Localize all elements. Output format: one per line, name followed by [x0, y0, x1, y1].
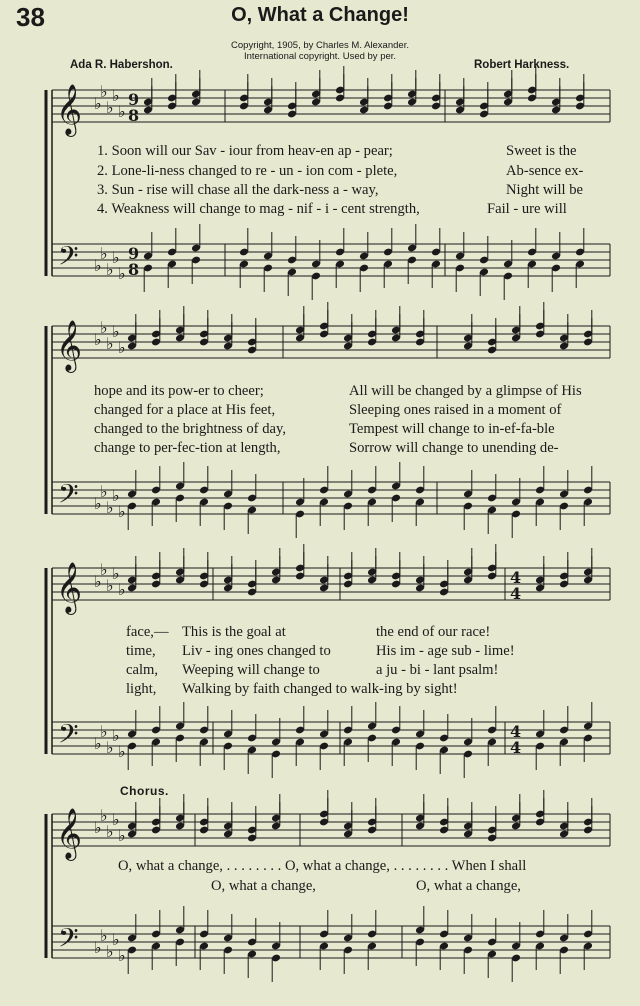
verse-1-line-2b: All will be changed by a glimpse of His — [349, 383, 582, 399]
verse-3-line-2a: changed to the brightness of day, — [94, 421, 286, 437]
time-signature-top: 9 — [128, 244, 140, 263]
composer-credit: Robert Harkness. — [474, 59, 570, 71]
flat-sign: ♭ — [112, 930, 120, 949]
verse-3-line-1b: Night will be — [506, 182, 584, 198]
time-signature-bottom: 4 — [510, 738, 522, 757]
verse-2-line-3b: Liv - ing ones changed to — [182, 643, 331, 659]
chorus-lyric-line-1: O, what a change, . . . . . . . . O, what a change, . . . . . . . . When I shall — [118, 858, 527, 874]
treble-clef: 𝄞 — [56, 808, 83, 859]
flat-sign: ♭ — [106, 822, 114, 841]
flat-sign: ♭ — [112, 486, 120, 505]
chorus-lyric-line-2a: O, what a change, — [211, 878, 316, 894]
hymn-number: 38 — [16, 2, 45, 32]
flat-sign: ♭ — [100, 560, 108, 579]
verse-3-line-3b: Weeping will change to — [182, 662, 320, 678]
flat-sign: ♭ — [118, 946, 126, 965]
flat-sign: ♭ — [118, 742, 126, 761]
bass-clef: 𝄢 — [58, 240, 79, 278]
verse-2-line-3a: time, — [126, 643, 156, 659]
lyricist-credit: Ada R. Habershon. — [70, 59, 173, 71]
flat-sign: ♭ — [94, 734, 102, 753]
verse-1-line-2a: hope and its pow-er to cheer; — [94, 383, 264, 399]
flat-sign: ♭ — [106, 498, 114, 517]
verse-4-line-3a: light, — [126, 681, 157, 697]
flat-sign: ♭ — [106, 576, 114, 595]
verse-2-line-2b: Sleeping ones raised in a moment of — [349, 402, 562, 418]
verse-1-line-3b: This is the goal at — [182, 624, 286, 640]
flat-sign: ♭ — [94, 572, 102, 591]
flat-sign: ♭ — [100, 482, 108, 501]
flat-sign: ♭ — [100, 722, 108, 741]
flat-sign: ♭ — [112, 564, 120, 583]
bass-clef: 𝄢 — [58, 718, 79, 756]
flat-sign: ♭ — [118, 338, 126, 357]
flat-sign: ♭ — [94, 938, 102, 957]
flat-sign: ♭ — [118, 580, 126, 599]
flat-sign: ♭ — [112, 810, 120, 829]
verse-4-line-1b: Fail - ure will — [487, 201, 567, 217]
verse-2-line-1b: Ab-sence ex- — [506, 163, 584, 179]
flat-sign: ♭ — [100, 926, 108, 945]
flat-sign: ♭ — [118, 102, 126, 121]
flat-sign: ♭ — [112, 726, 120, 745]
flat-sign: ♭ — [94, 256, 102, 275]
flat-sign: ♭ — [100, 318, 108, 337]
chorus-label: Chorus. — [120, 784, 169, 798]
bass-clef: 𝄢 — [58, 478, 79, 516]
treble-clef: 𝄞 — [56, 84, 83, 135]
verse-3-line-3a: calm, — [126, 662, 159, 678]
flat-sign: ♭ — [112, 248, 120, 267]
hymn-title: O, What a Change! — [231, 4, 409, 26]
flat-sign: ♭ — [118, 826, 126, 845]
flat-sign: ♭ — [94, 818, 102, 837]
verse-1-line-3c: the end of our race! — [376, 624, 491, 640]
verse-4-line-2a: change to per-fec-tion at length, — [94, 440, 281, 456]
time-signature-top: 4 — [510, 568, 522, 587]
time-signature-bottom: 4 — [510, 584, 522, 603]
verse-1-line-3a: face,— — [126, 624, 169, 640]
verse-2-line-1a: 2. Lone-li-ness changed to re - un - ion com - plete, — [97, 163, 398, 179]
verse-1-line-1a: 1. Soon will our Sav - iour from heav-en ap - pear; — [97, 143, 393, 159]
bass-clef: 𝄢 — [58, 922, 79, 960]
flat-sign: ♭ — [100, 806, 108, 825]
flat-sign: ♭ — [106, 334, 114, 353]
verse-4-line-3b: Walking by faith changed to walk-ing by sight! — [182, 681, 458, 697]
chorus-lyric-line-2b: O, what a change, — [416, 878, 521, 894]
verse-4-line-2b: Sorrow will change to unending de- — [349, 440, 559, 456]
verse-2-line-2a: changed for a place at His feet, — [94, 402, 276, 418]
verse-4-line-1a: 4. Weakness will change to mag - nif - i - cent strength, — [97, 201, 420, 217]
time-signature-top: 4 — [510, 722, 522, 741]
flat-sign: ♭ — [106, 738, 114, 757]
treble-clef: 𝄞 — [56, 562, 83, 613]
flat-sign: ♭ — [94, 494, 102, 513]
copyright-line-2: International copyright. Used by per. — [243, 51, 397, 62]
verse-1-line-1b: Sweet is the — [506, 143, 577, 159]
time-signature-bottom: 8 — [128, 106, 140, 125]
verse-3-line-3c: a ju - bi - lant psalm! — [376, 662, 499, 678]
flat-sign: ♭ — [100, 244, 108, 263]
flat-sign: ♭ — [118, 264, 126, 283]
flat-sign: ♭ — [112, 86, 120, 105]
time-signature-top: 9 — [128, 90, 140, 109]
flat-sign: ♭ — [106, 98, 114, 117]
flat-sign: ♭ — [100, 82, 108, 101]
flat-sign: ♭ — [106, 942, 114, 961]
verse-2-line-3c: His im - age sub - lime! — [376, 643, 515, 659]
flat-sign: ♭ — [112, 322, 120, 341]
flat-sign: ♭ — [106, 260, 114, 279]
copyright-line-1: Copyright, 1905, by Charles M. Alexander. — [231, 40, 409, 51]
treble-clef: 𝄞 — [56, 320, 83, 371]
flat-sign: ♭ — [94, 94, 102, 113]
verse-3-line-1a: 3. Sun - rise will chase all the dark-ness a - way, — [97, 182, 379, 198]
flat-sign: ♭ — [118, 502, 126, 521]
verse-3-line-2b: Tempest will change to in-ef-fa-ble — [349, 421, 555, 437]
time-signature-bottom: 8 — [128, 260, 140, 279]
flat-sign: ♭ — [94, 330, 102, 349]
